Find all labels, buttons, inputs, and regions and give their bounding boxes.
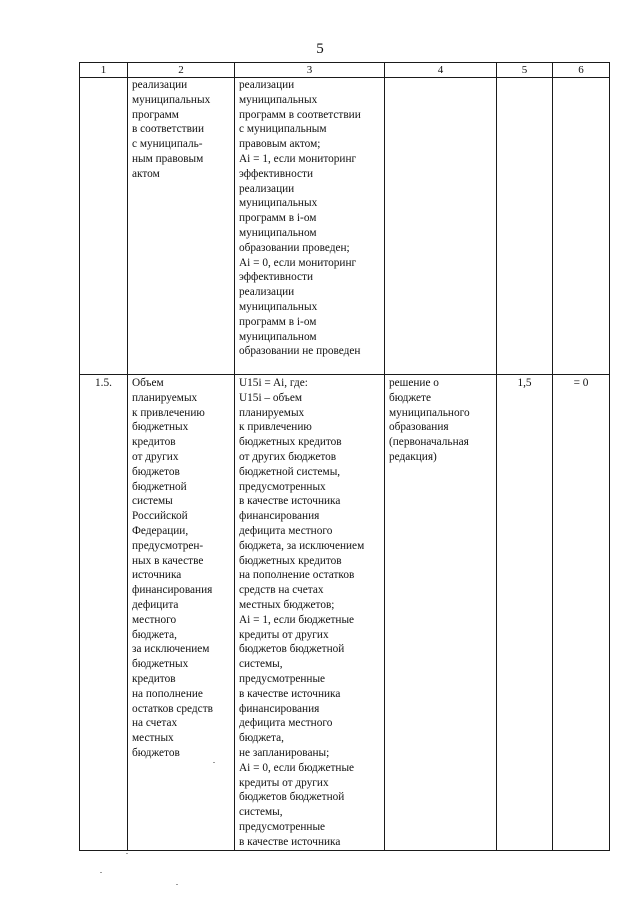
cell-text-line: системы,: [239, 806, 283, 819]
column-header-4: 4: [385, 63, 497, 78]
table-row: [80, 78, 610, 375]
cell-text-line: = 0: [573, 377, 589, 389]
cell-text-line: к привлечению: [239, 421, 312, 434]
cell-text-line: бюджета,: [239, 732, 284, 745]
cell-text-line: бюджетной системы,: [239, 465, 341, 478]
row-number-cell: [80, 375, 128, 851]
cell-text-line: бюджетной: [132, 480, 187, 493]
cell-text-line: муниципального: [389, 406, 470, 419]
cell-text-line: образовании проведен;: [239, 241, 350, 254]
cell-text-line: эффективности: [239, 167, 313, 180]
cell-text-line: образовании не проведен: [239, 345, 361, 358]
cell-text-line: финансирования: [239, 702, 320, 715]
cell-text-line: кредитов: [132, 436, 176, 449]
cell-text-line: бюджетных кредитов: [239, 554, 342, 567]
cell-text-line: муниципальном: [239, 330, 317, 343]
cell-text-line: муниципальных: [239, 197, 318, 210]
cell-text-line: ных в качестве: [132, 554, 204, 567]
row-number-cell: [80, 78, 128, 375]
cell-text-line: эффективности: [239, 271, 313, 284]
source-cell: [385, 375, 497, 851]
source-cell: [385, 78, 497, 375]
cell-text-line: реализации: [239, 182, 295, 195]
criteria-table: [79, 62, 610, 851]
column-header-6: 6: [553, 63, 610, 78]
cell-text-line: в качестве источника: [239, 495, 341, 508]
cell-text-line: муниципальных: [132, 93, 211, 106]
cell-text-line: кредиты от других: [239, 776, 329, 789]
cell-text-line: Ai = 0, если мониторинг: [239, 256, 357, 269]
cell-text-line: 1,5: [517, 377, 532, 389]
cell-text-line: средств на счетах: [239, 584, 324, 597]
weight-cell: [497, 78, 553, 375]
cell-text-line: реализации: [132, 79, 188, 91]
cell-text-line: в качестве источника: [239, 687, 341, 700]
cell-text-line: Ai = 1, если мониторинг: [239, 152, 357, 165]
cell-text-line: за исключением: [132, 643, 210, 656]
cell-text-line: на пополнение: [132, 687, 203, 700]
cell-text-line: системы: [132, 495, 173, 508]
cell-text-line: предусмотрен-: [132, 539, 204, 552]
target-cell: [553, 375, 610, 851]
cell-text-line: Объем: [132, 377, 164, 389]
column-header-1: 1: [80, 63, 128, 78]
cell-text-line: бюджетов: [132, 746, 180, 759]
cell-text-line: 1.5.: [95, 377, 112, 389]
cell-text-line: программ в i-ом: [239, 212, 317, 225]
cell-text-line: Ai = 1, если бюджетные: [239, 613, 355, 626]
cell-text-line: местных бюджетов;: [239, 598, 335, 611]
cell-text-line: бюджета, за исключением: [239, 539, 365, 552]
weight-cell: [497, 375, 553, 851]
cell-text-line: с муниципальным: [239, 123, 327, 136]
cell-text-line: решение о: [389, 377, 439, 389]
cell-text-line: бюджетов бюджетной: [239, 643, 345, 656]
cell-text-line: предусмотренные: [239, 820, 326, 833]
cell-text-line: реализации: [239, 79, 295, 91]
column-header-3: 3: [235, 63, 385, 78]
cell-text-line: ным правовым: [132, 152, 204, 165]
cell-text-line: в качестве источника: [239, 835, 341, 848]
cell-text-line: бюджетных: [132, 658, 189, 671]
column-header-5: 5: [497, 63, 553, 78]
formula-cell: [235, 375, 385, 851]
cell-text-line: источника: [132, 569, 182, 582]
cell-text-line: U15i = Ai, где:: [239, 377, 308, 389]
table-header-row: [80, 63, 610, 78]
cell-text-line: планируемых: [239, 406, 305, 419]
cell-text-line: программ в соответствии: [239, 108, 361, 121]
cell-text-line: от других: [132, 450, 179, 463]
cell-text-line: программ в i-ом: [239, 315, 317, 328]
cell-text-line: муниципальном: [239, 226, 317, 239]
cell-text-line: планируемых: [132, 391, 198, 404]
cell-text-line: с муниципаль-: [132, 138, 203, 151]
indicator-name-cell: [128, 375, 235, 851]
cell-text-line: бюджета,: [132, 628, 177, 641]
scan-speck: [100, 872, 102, 873]
cell-text-line: Федерации,: [132, 524, 189, 537]
cell-text-line: образования: [389, 421, 449, 434]
cell-text-line: муниципальных: [239, 93, 318, 106]
cell-text-line: программ: [132, 108, 179, 121]
cell-text-line: финансирования: [132, 584, 213, 597]
cell-text-line: остатков средств: [132, 702, 213, 715]
cell-text-line: в соответствии: [132, 123, 204, 136]
cell-text-line: финансирования: [239, 510, 320, 523]
column-header-2: 2: [128, 63, 235, 78]
cell-text-line: не запланированы;: [239, 746, 330, 759]
cell-text-line: на пополнение остатков: [239, 569, 355, 582]
scan-speck: [126, 853, 128, 854]
cell-text-line: к привлечению: [132, 406, 205, 419]
cell-text-line: редакция): [389, 450, 437, 463]
page-number: 5: [316, 41, 324, 57]
cell-text-line: бюджете: [389, 391, 431, 404]
indicator-name-cell: [128, 78, 235, 375]
cell-text-line: U15i – объем: [239, 391, 303, 404]
cell-text-line: от других бюджетов: [239, 450, 337, 463]
cell-text-line: Российской: [132, 510, 188, 523]
cell-text-line: реализации: [239, 286, 295, 299]
cell-text-line: муниципальных: [239, 300, 318, 313]
cell-text-line: бюджетных кредитов: [239, 436, 342, 449]
cell-text-line: Ai = 0, если бюджетные: [239, 761, 355, 774]
formula-cell: [235, 78, 385, 375]
cell-text-line: местных: [132, 732, 174, 745]
cell-text-line: бюджетов: [132, 465, 180, 478]
scan-speck: [176, 884, 178, 885]
cell-text-line: системы,: [239, 658, 283, 671]
cell-text-line: на счетах: [132, 717, 178, 730]
cell-text-line: дефицита: [132, 598, 179, 611]
cell-text-line: правовым актом;: [239, 138, 321, 151]
cell-text-line: кредитов: [132, 672, 176, 685]
cell-text-line: бюджетных: [132, 421, 189, 434]
cell-text-line: предусмотренные: [239, 672, 326, 685]
cell-text-line: дефицита местного: [239, 717, 333, 730]
cell-text-line: местного: [132, 613, 177, 626]
table-row: [80, 375, 610, 851]
cell-text-line: (первоначальная: [389, 436, 469, 449]
cell-text-line: актом: [132, 167, 160, 180]
cell-text-line: предусмотренных: [239, 480, 326, 493]
target-cell: [553, 78, 610, 375]
cell-text-line: кредиты от других: [239, 628, 329, 641]
cell-text-line: дефицита местного: [239, 524, 333, 537]
cell-text-line: бюджетов бюджетной: [239, 791, 345, 804]
scan-speck: [213, 762, 215, 763]
